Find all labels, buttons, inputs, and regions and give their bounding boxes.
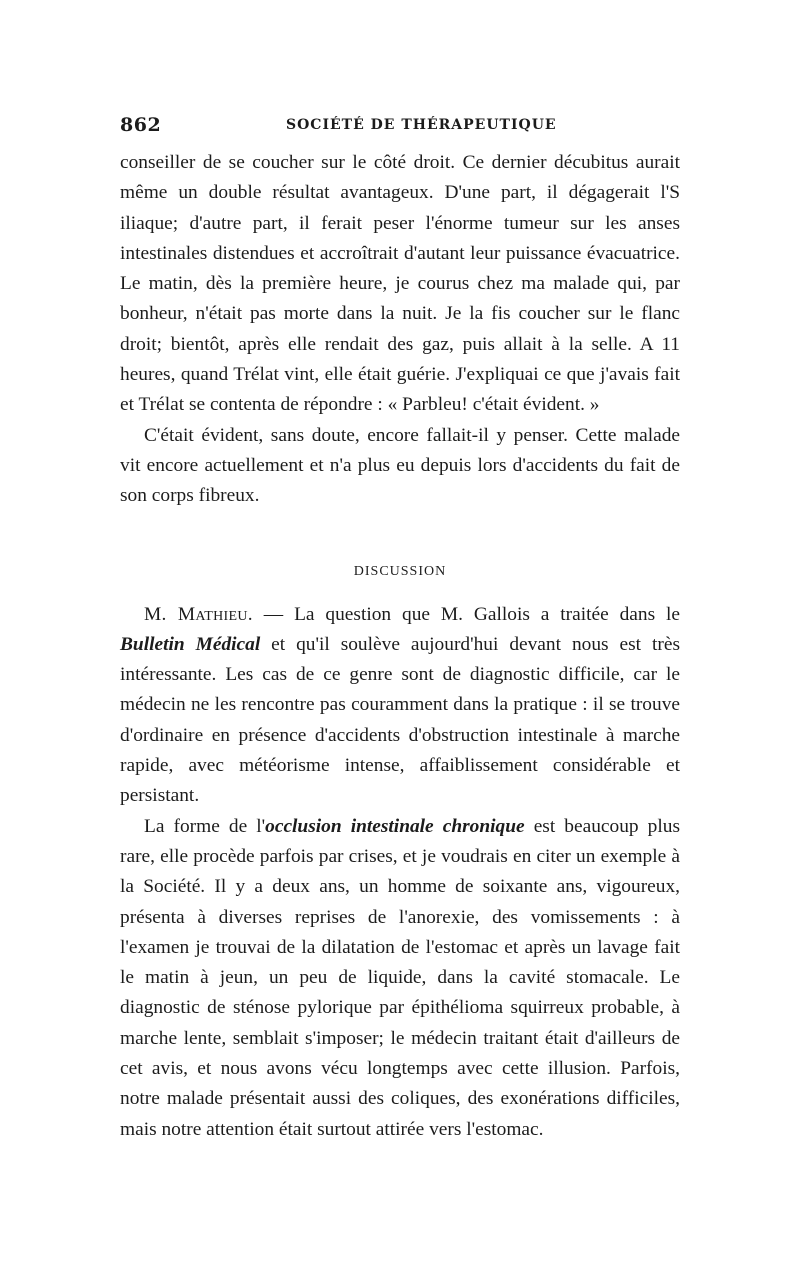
paragraph-3 (120, 600, 680, 812)
page-body (120, 148, 680, 1145)
paragraph-4 (120, 812, 680, 1145)
paragraph-3-text-a: — La question que M. Gallois a traitée dans le (252, 603, 680, 625)
section-heading: DISCUSSION (353, 563, 447, 579)
speaker-name: M. Mathieu. (144, 603, 253, 625)
running-head: SOCIÉTÉ DE THÉRAPEUTIQUE (286, 117, 557, 133)
paragraph-1: conseiller de se coucher sur le côté droit. Ce dernier décubitus aurait même un double résultat avantageux. D'une part, il dégagerait l'S iliaque; d'autre part, il ferait peser l'énorme tumeur sur les anses intestinales distendues et accroîtrait d'autant leur puissance évacuatrice. Le matin, dès la première heure, je courus chez ma malade qui, par bonheur, n'était pas morte dans la nuit. Je la fis coucher sur le flanc droit; bientôt, après elle rendait des gaz, puis allait à la selle. A 11 heures, quand Trélat vint, elle était guérie. J'expliquai ce que j'avais fait et Trélat se contenta de répondre : « Parbleu! c'était évident. » (120, 152, 680, 416)
journal-title: Bulletin Médical (120, 633, 261, 655)
paragraph-2: C'était évident, sans doute, encore fallait-il y penser. Cette malade vit encore actuellement et n'a plus eu depuis lors d'accidents du fait de son corps fibreux. (120, 424, 680, 507)
paragraph-4-text-b: est beaucoup plus rare, elle procède parfois par crises, et je voudrais en citer un exemple à la Société. Il y a deux ans, un homme de soixante ans, vigoureux, présenta à diverses reprises de l'anorexie, des vomissements : à l'examen je trouvai de la dilatation de l'estomac et après un lavage fait le matin à jeun, un peu de liquide, dans la cavité stomacale. Le diagnostic de sténose pylorique par épithélioma squirreux probable, à marche lente, semblait s'imposer; le médecin traitant était d'ailleurs de cet avis, et nous avons vécu longtemps avec cette illusion. Parfois, notre malade présentait aussi des coliques, des exonérations difficiles, mais notre attention était surtout attirée vers l'estomac. (120, 815, 680, 1140)
page-header (120, 114, 680, 144)
page-number: 862 (120, 114, 162, 136)
paragraph-3-text-b: et qu'il soulève aujourd'hui devant nous est très intéressante. Les cas de ce genre sont de diagnostic difficile, car le médecin ne les rencontre pas couramment dans la pratique : il se trouve d'ordinaire en présence d'accidents d'obstruction intestinale à marche rapide, avec météorisme intense, affaiblissement considérable et persistant. (120, 633, 680, 807)
paragraph-4-text-a: La forme de l' (144, 815, 266, 837)
medical-term: occlusion intestinale chronique (265, 815, 525, 837)
